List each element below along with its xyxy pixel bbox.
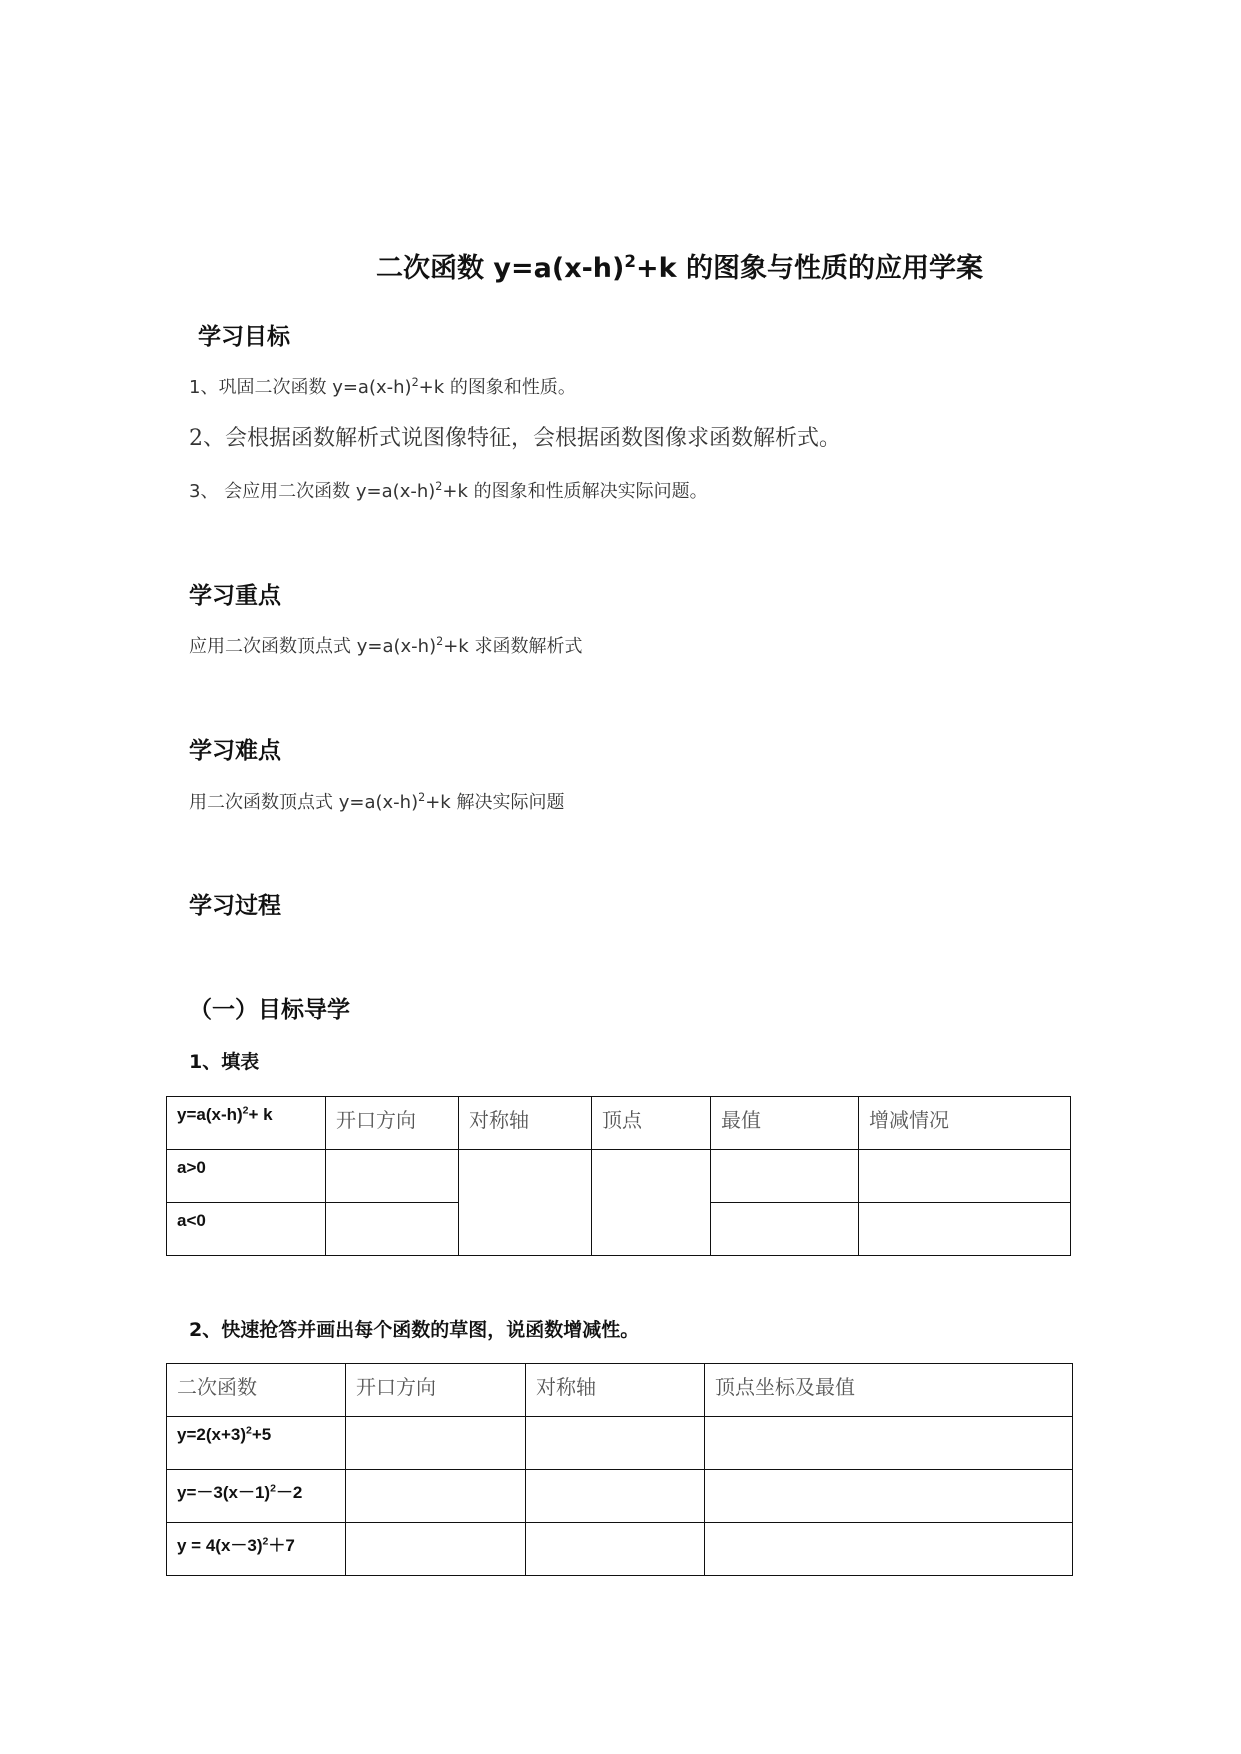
answer-cell[interactable] [705, 1470, 1073, 1523]
answer-cell-merged[interactable] [592, 1150, 711, 1256]
answer-cell[interactable] [346, 1470, 526, 1523]
table-row [167, 1417, 1073, 1470]
answer-cell[interactable] [526, 1470, 705, 1523]
header-cell: 二次函数 [167, 1364, 346, 1417]
answer-cell[interactable] [346, 1417, 526, 1470]
header-cell: 开口方向 [326, 1097, 459, 1150]
answer-cell[interactable] [711, 1203, 859, 1256]
answer-cell[interactable] [859, 1203, 1071, 1256]
process-heading: 学习过程 [189, 893, 281, 919]
table-header-row [167, 1097, 1071, 1150]
table-row [167, 1523, 1073, 1576]
header-cell: 最值 [711, 1097, 859, 1150]
properties-table [166, 1096, 1071, 1256]
objective-item-1: 1、巩固二次函数 $y=a(x-h)^2+k$ 的图象和性质。 [189, 376, 576, 398]
header-cell: 顶点坐标及最值 [705, 1364, 1073, 1417]
header-cell-formula: $y=a(x-h)^2+ k$ [167, 1097, 326, 1150]
header-cell: 对称轴 [459, 1097, 592, 1150]
answer-cell[interactable] [859, 1150, 1071, 1203]
function-cell: $y = 4(x-3)^2+7$ [167, 1523, 346, 1576]
function-cell: $y=-3(x-1)^2-2$ [167, 1470, 346, 1523]
row-label: a>0 [167, 1150, 326, 1203]
objective-item-3: 3、 会应用二次函数 $y=a(x-h)^2+k$ 的图象和性质解决实际问题。 [189, 480, 708, 502]
key-points-text: 应用二次函数顶点式 $y=a(x-h)^2+k$ 求函数解析式 [189, 635, 583, 657]
key-points-heading: 学习重点 [189, 583, 281, 609]
row-label: a<0 [167, 1203, 326, 1256]
table-row [167, 1470, 1073, 1523]
section-heading-1: （一）目标导学 [189, 997, 350, 1023]
difficulties-text: 用二次函数顶点式 $y=a(x-h)^2+k$ 解决实际问题 [189, 791, 565, 813]
header-cell: 增减情况 [859, 1097, 1071, 1150]
difficulties-heading: 学习难点 [189, 738, 281, 764]
functions-table [166, 1363, 1073, 1576]
header-cell: 开口方向 [346, 1364, 526, 1417]
answer-cell[interactable] [326, 1203, 459, 1256]
task-2-label: 2、快速抢答并画出每个函数的草图，说函数增减性。 [189, 1319, 640, 1341]
header-cell: 对称轴 [526, 1364, 705, 1417]
answer-cell[interactable] [346, 1523, 526, 1576]
page-title: 二次函数 $y=a(x-h)^2+k$ 的图象与性质的应用学案 [376, 251, 984, 284]
table-row [167, 1150, 1071, 1203]
header-cell: 顶点 [592, 1097, 711, 1150]
answer-cell[interactable] [326, 1150, 459, 1203]
objective-item-2: 2、会根据函数解析式说图像特征，会根据函数图像求函数解析式。 [189, 426, 841, 451]
answer-cell[interactable] [526, 1417, 705, 1470]
function-cell: $y=2(x+3)^2+5$ [167, 1417, 346, 1470]
task-1-label: 1、填表 [189, 1051, 260, 1073]
answer-cell-merged[interactable] [459, 1150, 592, 1256]
answer-cell[interactable] [705, 1523, 1073, 1576]
answer-cell[interactable] [705, 1417, 1073, 1470]
answer-cell[interactable] [711, 1150, 859, 1203]
objectives-heading: 学习目标 [198, 324, 290, 350]
table-header-row [167, 1364, 1073, 1417]
answer-cell[interactable] [526, 1523, 705, 1576]
